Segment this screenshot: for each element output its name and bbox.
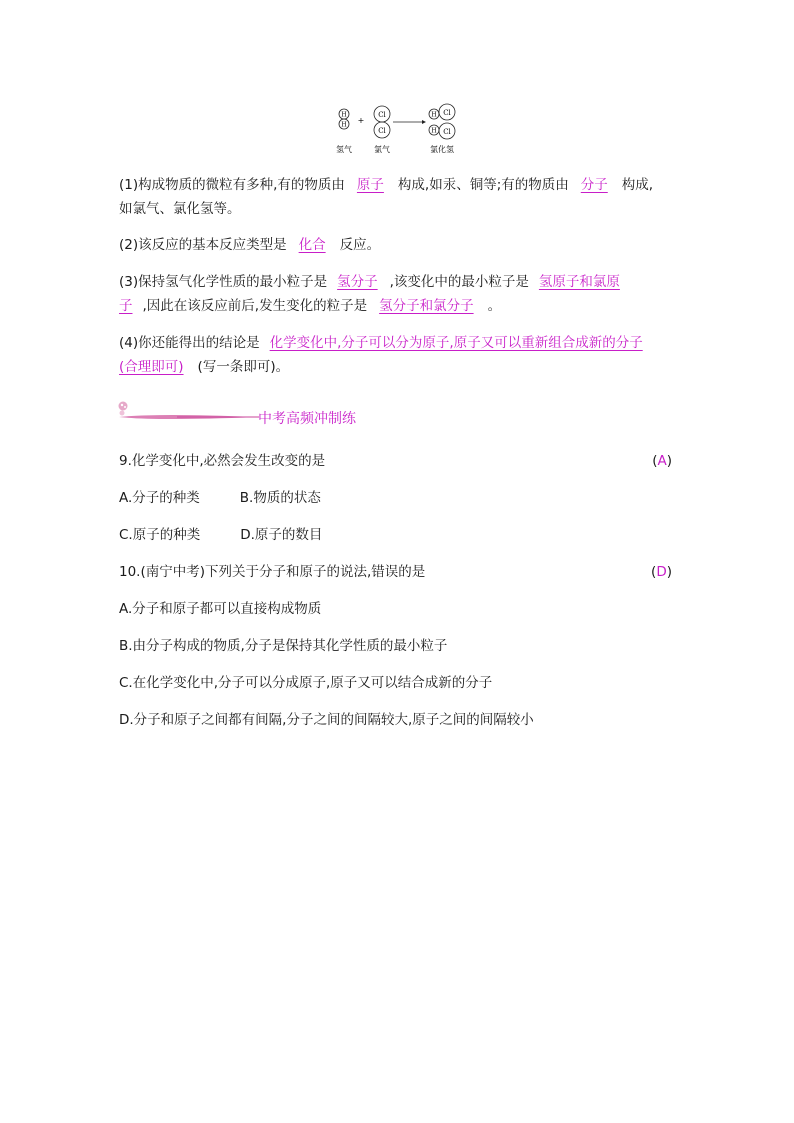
atom-h-label: H — [431, 127, 437, 135]
q10-option-c: C.在化学变化中,分子可以分成原子,原子又可以结合成新的分子 — [119, 675, 493, 691]
plus-sign: + — [357, 116, 365, 125]
answer-blank — [327, 274, 390, 290]
answer-text: 氢原子和氯原 — [538, 274, 620, 290]
answer-blank — [287, 237, 340, 253]
q8-part2-text: (2)该反应的基本反应类型是 — [119, 237, 287, 253]
label-chlorine: 氯气 — [374, 145, 390, 154]
q8-part4-text: (4)你还能得出的结论是 — [119, 335, 260, 351]
atom-cl-label: Cl — [443, 128, 451, 136]
answer-text: 分子 — [580, 177, 608, 193]
q8-part2 — [119, 236, 380, 254]
answer-text: 氢分子和氯分子 — [379, 298, 474, 314]
answer-blank — [569, 177, 622, 193]
answer-blank — [119, 359, 198, 375]
section-decoration-icon — [117, 400, 267, 430]
hydrogen-molecule — [339, 109, 349, 129]
q8-part1-line1 — [119, 176, 653, 194]
answer-text: 化合 — [298, 237, 326, 253]
answer-text: 氢分子 — [337, 274, 378, 290]
option-a: A.分子的种类 — [119, 490, 200, 506]
q9-option-row — [119, 489, 321, 507]
section-title: 中考高频冲制练 — [258, 411, 356, 427]
answer-text: 子 — [119, 298, 133, 314]
answer-text: 化学变化中,分子可以分为原子,原子又可以重新组合成新的分子 — [269, 335, 643, 351]
answer-letter: A — [657, 453, 667, 469]
hydrogen-chloride-molecules — [429, 104, 455, 139]
q8-part3-text: ,因此在该反应前后,发生变化的粒子是 — [142, 298, 368, 314]
q10-option-a: A.分子和原子都可以直接构成物质 — [119, 601, 322, 617]
q9-stem: 9.化学变化中,必然会发生改变的是 — [119, 453, 326, 469]
q8-part3-text: 。 — [487, 298, 502, 314]
bracket: ( — [652, 453, 658, 469]
option-c: C.原子的种类 — [119, 527, 201, 543]
q10-stem: 10.(南宁中考)下列关于分子和原子的说法,错误的是 — [119, 564, 426, 580]
q8-part4-line2 — [119, 358, 289, 376]
answer-letter: D — [656, 564, 667, 580]
q8-part4-text: (写一条即可)。 — [197, 359, 290, 375]
answer-blank — [119, 298, 143, 314]
q8-part4-line1 — [119, 334, 643, 352]
q8-part2-text: 反应。 — [339, 237, 381, 253]
chlorine-molecule — [374, 106, 390, 138]
bracket: ) — [666, 564, 672, 580]
q8-part3-text: ,该变化中的最小粒子是 — [389, 274, 529, 290]
label-hydrogen: 氢气 — [336, 145, 352, 154]
q8-part3-line1 — [119, 273, 620, 291]
atom-cl-label: Cl — [443, 109, 451, 117]
q9-answer-mark — [652, 452, 672, 470]
q9-option-row — [119, 526, 322, 544]
q8-part3-line2 — [119, 297, 501, 315]
answer-text: 原子 — [356, 177, 384, 193]
option-d: D.原子的数目 — [240, 527, 323, 543]
answer-blank — [260, 335, 643, 351]
q10-answer-mark — [651, 563, 672, 581]
atom-cl-label: Cl — [378, 127, 386, 135]
q8-part1-line2: 如氯气、氯化氢等。 — [119, 201, 241, 217]
answer-blank — [367, 298, 488, 314]
bracket: ( — [651, 564, 657, 580]
section-header — [117, 400, 377, 430]
reaction-arrow — [393, 120, 426, 124]
q8-part1-text: (1)构成物质的微粒有多种,有的物质由 — [119, 177, 345, 193]
option-b: B.物质的状态 — [239, 490, 321, 506]
q10-option-d: D.分子和原子之间都有间隔,分子之间的间隔较大,原子之间的间隔较小 — [119, 712, 534, 728]
atom-cl-label: Cl — [378, 111, 386, 119]
q10-option-b: B.由分子构成的物质,分子是保持其化学性质的最小粒子 — [119, 638, 448, 654]
reaction-diagram — [330, 100, 470, 156]
q8-part3-text: (3)保持氢气化学性质的最小粒子是 — [119, 274, 328, 290]
answer-blank — [529, 274, 620, 290]
answer-blank — [345, 177, 398, 193]
label-hydrogen-chloride: 氯化氢 — [430, 145, 454, 154]
q8-part1-text: 构成,如汞、铜等;有的物质由 — [397, 177, 569, 193]
atom-h-label: H — [431, 111, 437, 119]
q8-part1-text: 构成, — [621, 177, 654, 193]
atom-h-label: H — [341, 111, 347, 119]
answer-text: (合理即可) — [119, 359, 184, 375]
bracket: ) — [666, 453, 672, 469]
atom-h-label: H — [341, 121, 347, 129]
